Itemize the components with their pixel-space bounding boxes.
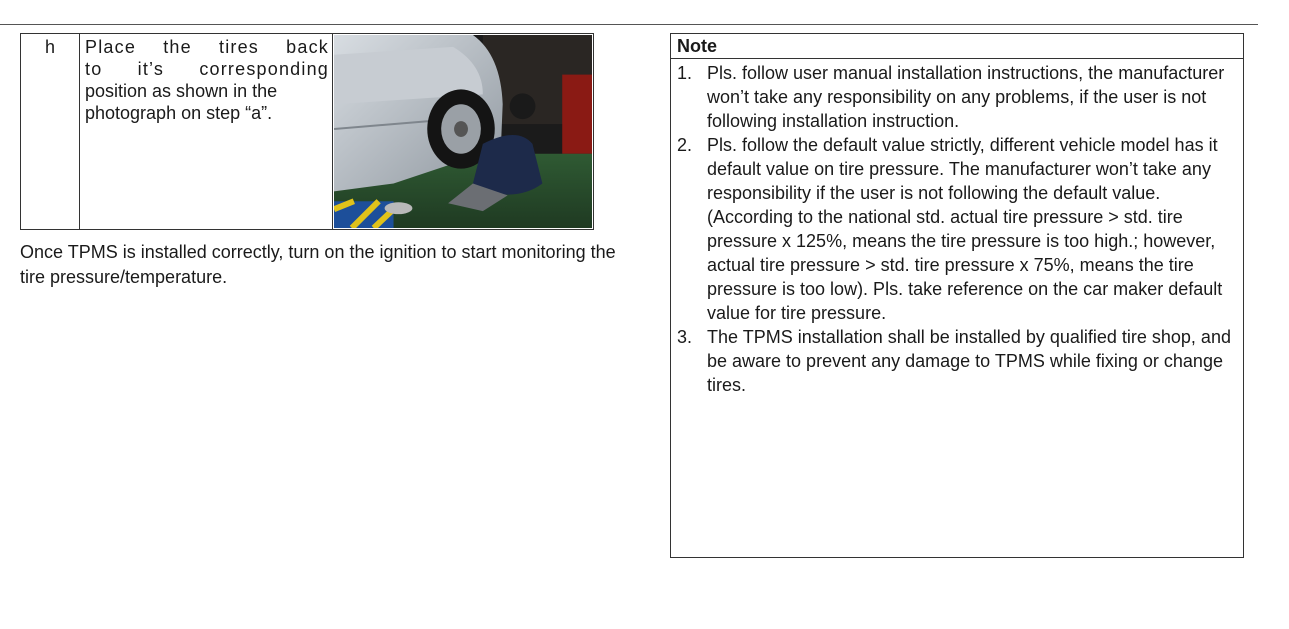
step-line-3: position as shown in the — [85, 81, 278, 101]
note-item — [677, 325, 1237, 397]
step-letter: h — [21, 34, 80, 229]
step-line-4: photograph on step “a”. — [85, 103, 273, 123]
ignition-paragraph: Once TPMS is installed correctly, turn on the ignition to start monitoring the tire pressure/temperature. — [20, 242, 616, 287]
note-item-number: 3. — [677, 327, 693, 347]
note-box — [670, 33, 1244, 558]
mechanic-changing-tire-photo-icon — [334, 35, 592, 228]
note-list — [671, 59, 1243, 397]
note-item-text: Pls. follow user manual installation instructions, the manufacturer won’t take any responsibility on any problems, if the user is not following installation instruction. — [707, 63, 1225, 131]
note-item-text: The TPMS installation shall be installed by qualified tire shop, and be aware to prevent any damage to TPMS while fixing or change tires. — [707, 327, 1231, 395]
note-title: Note — [671, 34, 1243, 59]
step-line-2: to it’s corresponding — [85, 59, 329, 79]
note-item-number: 2. — [677, 135, 693, 155]
step-table — [20, 33, 594, 230]
note-item — [677, 61, 1237, 133]
note-item-text: Pls. follow the default value strictly, different vehicle model has it default value on tire pressure. The manufacturer won’t take any responsibility if the user is not following the default value. (According to the national std. actual tire pressure > std. tire pressure x 125%, means the tire pressure is too high.; however, actual tire pressure > std. tire pressure x 75%, means the tire pressure is too low). Pls. take reference on the car maker default value for tire pressure. — [707, 135, 1223, 323]
mechanic-photo — [333, 34, 593, 229]
note-item-number: 1. — [677, 63, 693, 83]
note-item — [677, 133, 1237, 325]
step-line-1: Place the tires back — [85, 37, 329, 57]
step-instruction — [80, 34, 333, 229]
top-rule — [0, 24, 1258, 25]
